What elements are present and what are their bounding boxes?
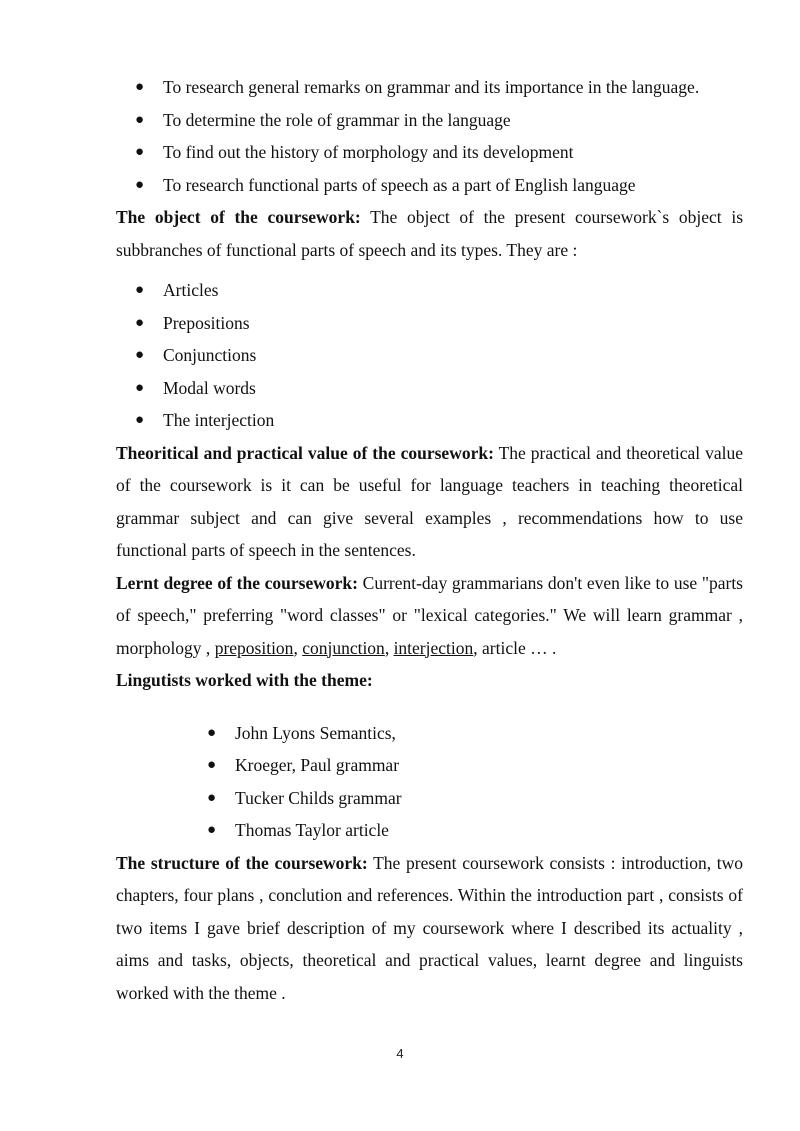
list-item bbox=[135, 104, 743, 137]
bullet-icon: ● bbox=[135, 412, 145, 428]
linguist-text: Thomas Taylor article bbox=[235, 820, 389, 840]
conjunction-link[interactable]: conjunction bbox=[302, 637, 385, 658]
bullet-icon: ● bbox=[207, 724, 217, 741]
degree-tail: , article … . bbox=[473, 637, 557, 658]
task-text: To find out the history of morphology and its development bbox=[163, 142, 574, 162]
list-item bbox=[207, 814, 743, 847]
separator: , bbox=[293, 637, 303, 658]
value-heading: Theoritical and practical value of the coursework: bbox=[116, 442, 494, 463]
list-item bbox=[135, 307, 743, 340]
bullet-icon: ● bbox=[207, 789, 217, 806]
preposition-link[interactable]: preposition bbox=[214, 637, 294, 658]
list-item bbox=[135, 169, 743, 202]
degree-heading: Lernt degree of the coursework: bbox=[116, 572, 358, 593]
task-text: To research general remarks on grammar and its importance in the language. bbox=[163, 77, 700, 97]
degree-text: Current-day grammarians don't even like to use "parts of speech," preferring "word classes" or "lexical categories." We will learn grammar , morphology , bbox=[116, 572, 743, 658]
degree-paragraph bbox=[116, 567, 743, 665]
list-item bbox=[135, 274, 743, 307]
structure-heading: The structure of the coursework: bbox=[116, 852, 368, 873]
list-item bbox=[135, 404, 743, 437]
item-text: The interjection bbox=[163, 410, 275, 430]
bullet-icon: ● bbox=[135, 282, 145, 298]
separator: , bbox=[384, 637, 394, 658]
bullet-icon: ● bbox=[135, 176, 145, 193]
list-item bbox=[135, 71, 743, 104]
task-text: To determine the role of grammar in the language bbox=[163, 109, 511, 130]
value-text: The practical and theoretical value of the coursework is it can be useful for language teachers in teaching theoretical grammar subject and can give several examples , recommendations how to use functional parts of speech in the sentences. bbox=[116, 442, 743, 560]
linguist-text: Kroeger, Paul grammar bbox=[235, 755, 400, 775]
item-text: Prepositions bbox=[163, 312, 250, 333]
item-text: Modal words bbox=[163, 377, 256, 398]
task-text: To research functional parts of speech as a part of English language bbox=[163, 174, 636, 195]
linguists-heading: Lingutists worked with the theme: bbox=[116, 670, 373, 690]
bullet-icon: ● bbox=[207, 757, 217, 773]
linguists-list bbox=[116, 717, 743, 847]
linguist-text: Tucker Childs grammar bbox=[235, 787, 402, 808]
linguist-text: John Lyons Semantics, bbox=[235, 722, 396, 743]
list-item bbox=[207, 749, 743, 782]
list-item bbox=[135, 372, 743, 405]
object-items-list bbox=[116, 274, 743, 437]
item-text: Conjunctions bbox=[163, 345, 257, 365]
list-item bbox=[207, 717, 743, 750]
item-text: Articles bbox=[163, 280, 219, 300]
bullet-icon: ● bbox=[207, 822, 217, 838]
list-item bbox=[207, 782, 743, 815]
interjection-link[interactable]: interjection bbox=[393, 637, 474, 658]
bullet-icon: ● bbox=[135, 314, 145, 331]
bullet-icon: ● bbox=[135, 79, 145, 95]
page-number: 4 bbox=[396, 1046, 404, 1061]
structure-text: The present coursework consists : introduction, two chapters, four plans , conclution and references. Within the introduction part , consists of two items I gave brief description of my coursework where I described its actuality , aims and tasks, objects, theoretical and practical values, learnt degree and linguists worked with the theme . bbox=[116, 852, 743, 1003]
structure-paragraph bbox=[116, 847, 743, 1010]
value-paragraph bbox=[116, 437, 743, 567]
bullet-icon: ● bbox=[135, 111, 145, 128]
list-item bbox=[135, 136, 743, 169]
object-paragraph bbox=[116, 201, 743, 266]
document-page bbox=[116, 71, 743, 1009]
linguists-heading-paragraph bbox=[116, 664, 743, 697]
list-item bbox=[135, 339, 743, 372]
object-text: The object of the present coursework`s object is subbranches of functional parts of speech and its types. They are : bbox=[116, 207, 743, 260]
bullet-icon: ● bbox=[135, 347, 145, 363]
object-heading: The object of the coursework: bbox=[116, 207, 361, 227]
bullet-icon: ● bbox=[135, 379, 145, 396]
bullet-icon: ● bbox=[135, 144, 145, 160]
tasks-list bbox=[116, 71, 743, 201]
